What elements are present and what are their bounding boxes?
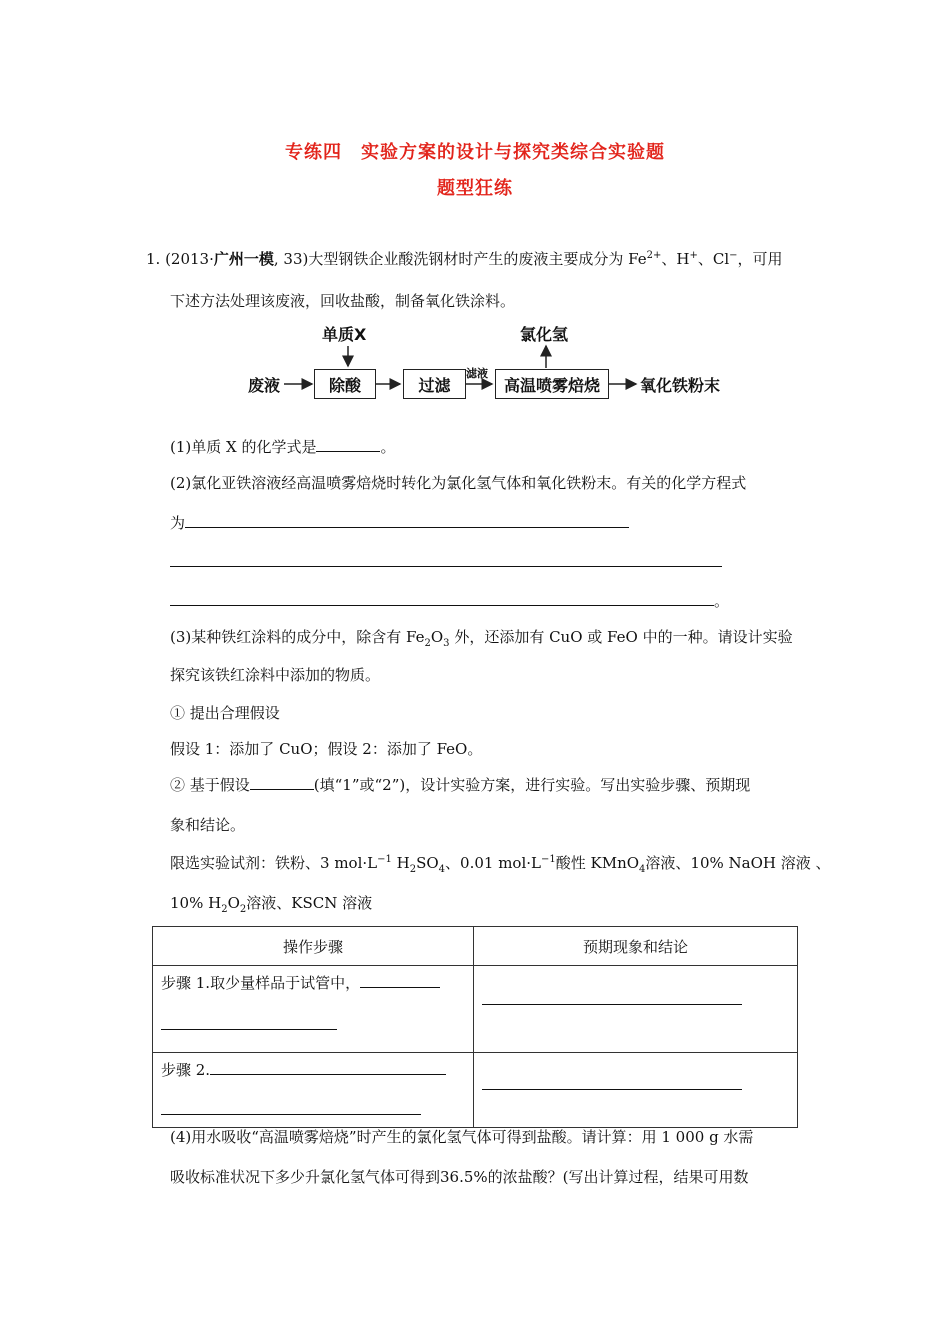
result-2-cell: [474, 1053, 798, 1128]
step-2-blank-b[interactable]: [161, 1100, 421, 1115]
hcl-gas-label: 氯化氢: [520, 325, 569, 344]
h-charge: +: [689, 250, 698, 261]
step-1-text: 步骤 1.取少量样品于试管中，: [161, 974, 361, 992]
waste-liquid-label: 废液: [248, 376, 281, 395]
sub-question-2-line-4: [170, 590, 729, 611]
reagents-sub1: 2: [409, 864, 417, 875]
sub-question-4-line-2: 吸收标准状况下多少升氯化氢气体可得到36.5%的浓盐酸？(写出计算过程，结果可用数: [170, 1168, 749, 1186]
reagents-sup2: −1: [540, 854, 556, 865]
result-1-blank[interactable]: [482, 990, 742, 1005]
reagents-d: 、0.01 mol·L: [445, 854, 541, 872]
table-row: [153, 1053, 798, 1128]
sub3-text-a: (3)某种铁红涂料的成分中，除含有 Fe: [170, 628, 425, 646]
page-title: 专练四 实验方案的设计与探究类综合实验题: [285, 142, 665, 163]
reagents2-b: O: [227, 894, 240, 912]
step-2-cell: [153, 1053, 474, 1128]
sub-question-1: [170, 436, 395, 457]
sub2-end: 。: [714, 592, 730, 610]
fe2o3-o: O: [430, 628, 444, 646]
step-1-blank-a[interactable]: [360, 973, 440, 988]
reagents-c: SO: [416, 854, 439, 872]
hypotheses: 假设 1：添加了 CuO；假设 2：添加了 FeO。: [170, 740, 483, 758]
experiment-table: [152, 926, 798, 1128]
reagents-line-1: [170, 852, 831, 873]
step-2-line-1: [170, 774, 750, 795]
question-1-line-1: [146, 248, 783, 269]
sub-question-2-line-3: [170, 552, 722, 571]
step2-text-b: (填“1”或“2”)，设计实验方案，进行实验。写出实验步骤、预期现: [313, 776, 751, 794]
hypothesis-choice-blank[interactable]: [250, 775, 314, 790]
column-header-results: 预期现象和结论: [474, 927, 798, 966]
reagents-f: 溶液、10% NaOH 溶液 、: [645, 854, 831, 872]
fe2o3-sub-3: 3: [443, 638, 450, 649]
sub-question-2-line-2: [170, 512, 629, 533]
deacidify-box: 除酸: [314, 369, 376, 399]
fe2o3-sub-2: 2: [424, 638, 431, 649]
step2-text-a: ② 基于假设: [170, 776, 250, 794]
process-flow-diagram: [240, 318, 740, 408]
sub2-prefix: 为: [170, 514, 186, 532]
sub3-text-b: 外，还添加有 CuO 或 FeO 中的一种。请设计实验: [449, 628, 793, 646]
answer-blank-2a[interactable]: [185, 513, 629, 528]
sub-question-3-line-2: 探究该铁红涂料中添加的物质。: [170, 666, 381, 684]
reagents-b: H: [391, 854, 410, 872]
reagents-sup1: −1: [377, 854, 392, 865]
q1-mid: , 33)大型钢铁企业酸洗钢材时产生的废液主要成分为 Fe: [273, 250, 647, 268]
spray-roast-box: 高温喷雾焙烧: [495, 369, 609, 399]
answer-blank-1[interactable]: [316, 437, 380, 452]
step-1-cell: [153, 966, 474, 1053]
reagents-sub3: 4: [639, 864, 646, 875]
column-header-steps: 操作步骤: [153, 927, 474, 966]
answer-blank-2b[interactable]: [170, 552, 722, 567]
sub1-end: 。: [380, 438, 396, 456]
step-2-blank-a[interactable]: [210, 1060, 446, 1075]
cl-charge: −: [729, 250, 738, 261]
q1-prefix: 1. (2013·: [146, 250, 214, 268]
page-subtitle: 题型狂练: [437, 178, 513, 199]
q1-sep2: 、Cl: [697, 250, 730, 268]
reagent-x-label: 单质X: [322, 325, 367, 344]
question-1-line-2: 下述方法处理该废液，回收盐酸，制备氧化铁涂料。: [170, 292, 516, 310]
step-1-heading: ① 提出合理假设: [170, 704, 280, 722]
result-2-blank[interactable]: [482, 1075, 742, 1090]
reagents2-sub1: 2: [221, 904, 228, 915]
sub-question-3-line-1: [170, 626, 793, 647]
filtrate-label: 滤液: [466, 367, 488, 380]
result-1-cell: [474, 966, 798, 1053]
sub-question-4-line-1: (4)用水吸收“高温喷雾焙烧”时产生的氯化氢气体可得到盐酸。请计算：用 1 000 g 水需: [170, 1128, 754, 1146]
reagents2-sub2: 2: [239, 904, 247, 915]
reagents2-a: 10% H: [170, 894, 222, 912]
q1-source: 广州一模: [213, 250, 274, 268]
iron-oxide-label: 氧化铁粉末: [640, 376, 721, 395]
reagents-a: 限选实验试剂：铁粉、3 mol·L: [170, 854, 378, 872]
reagents-line-2: [170, 892, 372, 913]
reagents-sub2: 4: [438, 864, 446, 875]
reagents2-c: 溶液、KSCN 溶液: [246, 894, 373, 912]
step-1-blank-b[interactable]: [161, 1015, 337, 1030]
answer-blank-2c[interactable]: [170, 591, 714, 606]
step-2-line-2: 象和结论。: [170, 816, 246, 834]
table-row: [153, 966, 798, 1053]
sub1-text: (1)单质 X 的化学式是: [170, 438, 317, 456]
q1-end: ，可用: [737, 250, 783, 268]
filter-box: 过滤: [403, 369, 466, 399]
q1-sep1: 、H: [661, 250, 690, 268]
sub-question-2-line-1: (2)氯化亚铁溶液经高温喷雾焙烧时转化为氯化氢气体和氧化铁粉末。有关的化学方程式: [170, 474, 747, 492]
fe-charge: 2+: [646, 250, 662, 261]
reagents-e: 酸性 KMnO: [555, 854, 640, 872]
table-header-row: [153, 927, 798, 966]
step-2-text: 步骤 2.: [161, 1061, 211, 1079]
